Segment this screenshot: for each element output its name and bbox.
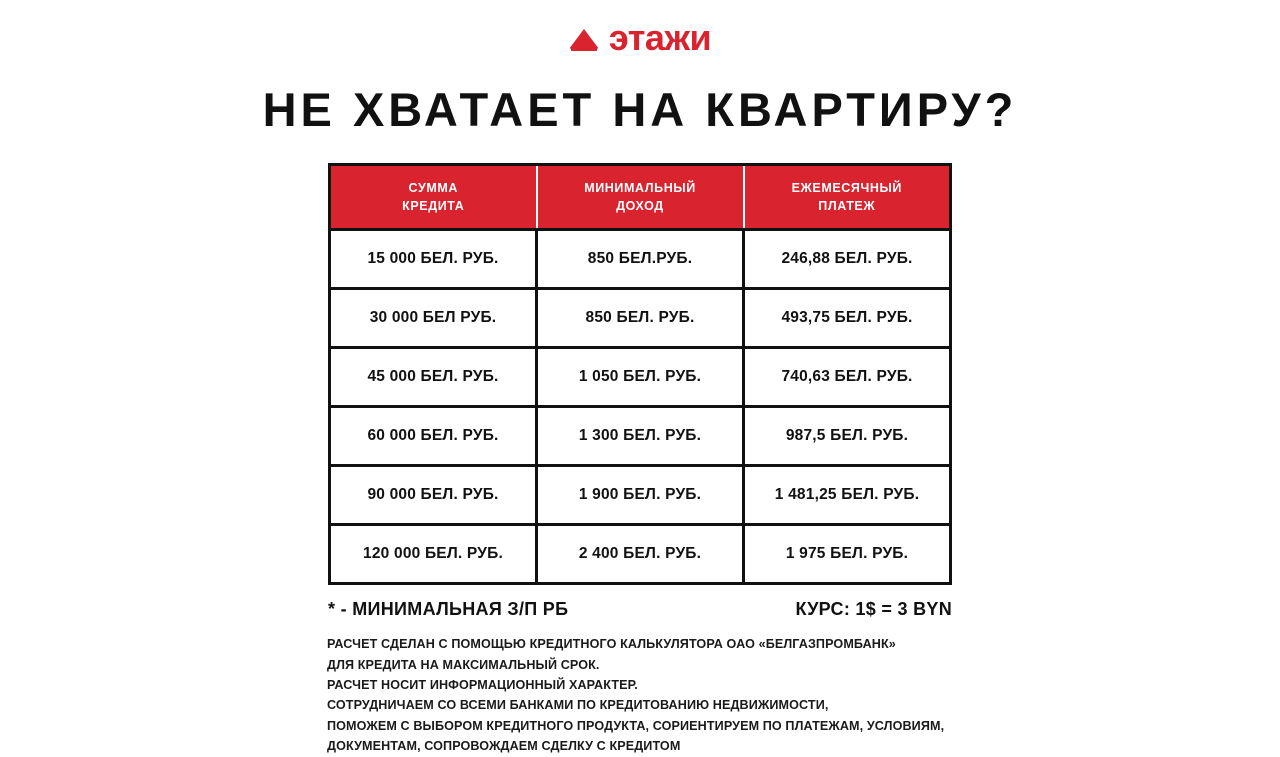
cell-monthly-payment: 246,88 БЕЛ. РУБ.: [781, 250, 913, 268]
cell-loan-amount: 15 000 БЕЛ. РУБ.: [330, 230, 537, 289]
cell-monthly-payment: 740,63 БЕЛ. РУБ.: [744, 348, 951, 407]
fineprint-line: ДОКУМЕНТАМ, СОПРОВОЖДАЕМ СДЕЛКУ С КРЕДИТОМ: [327, 739, 681, 754]
cell-minimum-income: 1 300 БЕЛ. РУБ.: [537, 407, 744, 466]
table-row: [330, 525, 951, 584]
house-roof-icon: [569, 25, 599, 51]
cell-monthly-payment: 493,75 БЕЛ. РУБ.: [744, 289, 951, 348]
column-header-line1: МИНИМАЛЬНЫЙ: [584, 181, 696, 195]
cell-loan-amount: 45 000 БЕЛ. РУБ.: [330, 348, 537, 407]
table-row: [330, 407, 951, 466]
note-minimum-salary: * - МИНИМАЛЬНАЯ З/П РБ: [328, 599, 569, 620]
cell-minimum-income: 1 900 БЕЛ. РУБ.: [537, 466, 744, 525]
page-title: НЕ ХВАТАЕТ НА КВАРТИРУ?: [262, 83, 1018, 136]
table-row: [330, 289, 951, 348]
table-body: [330, 230, 951, 584]
column-header-loan-amount: [330, 165, 537, 230]
column-header-minimum-income: [537, 165, 744, 230]
cell-minimum-income: 850 БЕЛ.РУБ.: [537, 230, 744, 289]
cell-monthly-payment: 987,5 БЕЛ. РУБ.: [744, 407, 951, 466]
cell-loan-amount: 90 000 БЕЛ. РУБ.: [330, 466, 537, 525]
note-exchange-rate: КУРС: 1$ = 3 BYN: [795, 599, 952, 620]
cell-loan-amount: 120 000 БЕЛ. РУБ.: [330, 525, 537, 584]
table-row: [330, 230, 951, 289]
brand-logo: [0, 0, 1280, 60]
credit-table: [328, 163, 952, 585]
table-header: [330, 165, 951, 230]
fineprint-block: [327, 634, 953, 756]
fineprint-line: РАСЧЕТ СДЕЛАН С ПОМОЩЬЮ КРЕДИТНОГО КАЛЬКУЛЯТОРА ОАО «БЕЛГАЗПРОМБАНК»: [327, 637, 896, 652]
fineprint-line: ДЛЯ КРЕДИТА НА МАКСИМАЛЬНЫЙ СРОК.: [327, 657, 600, 672]
fineprint-line: РАСЧЕТ НОСИТ ИНФОРМАЦИОННЫЙ ХАРАКТЕР.: [327, 678, 638, 693]
table-row: [330, 466, 951, 525]
cell-minimum-income: 2 400 БЕЛ. РУБ.: [537, 525, 744, 584]
cell-loan-amount: 30 000 БЕЛ РУБ.: [330, 289, 537, 348]
cell-minimum-income: 850 БЕЛ. РУБ.: [537, 289, 744, 348]
credit-table-wrapper: [328, 163, 952, 585]
notes-row: [328, 599, 952, 620]
column-header-line2: ПЛАТЕЖ: [818, 199, 876, 214]
column-header-line2: КРЕДИТА: [402, 199, 465, 214]
fineprint-line: СОТРУДНИЧАЕМ СО ВСЕМИ БАНКАМИ ПО КРЕДИТОВАНИЮ НЕДВИЖИМОСТИ,: [327, 698, 829, 713]
table-header-row: [330, 165, 951, 230]
cell-monthly-payment: 1 975 БЕЛ. РУБ.: [744, 525, 951, 584]
cell-monthly-payment: 1 481,25 БЕЛ. РУБ.: [744, 466, 951, 525]
brand-name: этажи: [608, 17, 712, 58]
column-header-line1: ЕЖЕМЕСЯЧНЫЙ: [791, 181, 902, 195]
cell-loan-amount: 60 000 БЕЛ. РУБ.: [330, 407, 537, 466]
column-header-line2: ДОХОД: [616, 199, 664, 214]
table-row: [330, 348, 951, 407]
cell-minimum-income: 1 050 БЕЛ. РУБ.: [537, 348, 744, 407]
column-header-monthly-payment: [744, 165, 951, 230]
column-header-line1: СУММА: [408, 181, 458, 195]
fineprint-line: ПОМОЖЕМ С ВЫБОРОМ КРЕДИТНОГО ПРОДУКТА, СОРИЕНТИРУЕМ ПО ПЛАТЕЖАМ, УСЛОВИЯМ,: [327, 718, 945, 733]
